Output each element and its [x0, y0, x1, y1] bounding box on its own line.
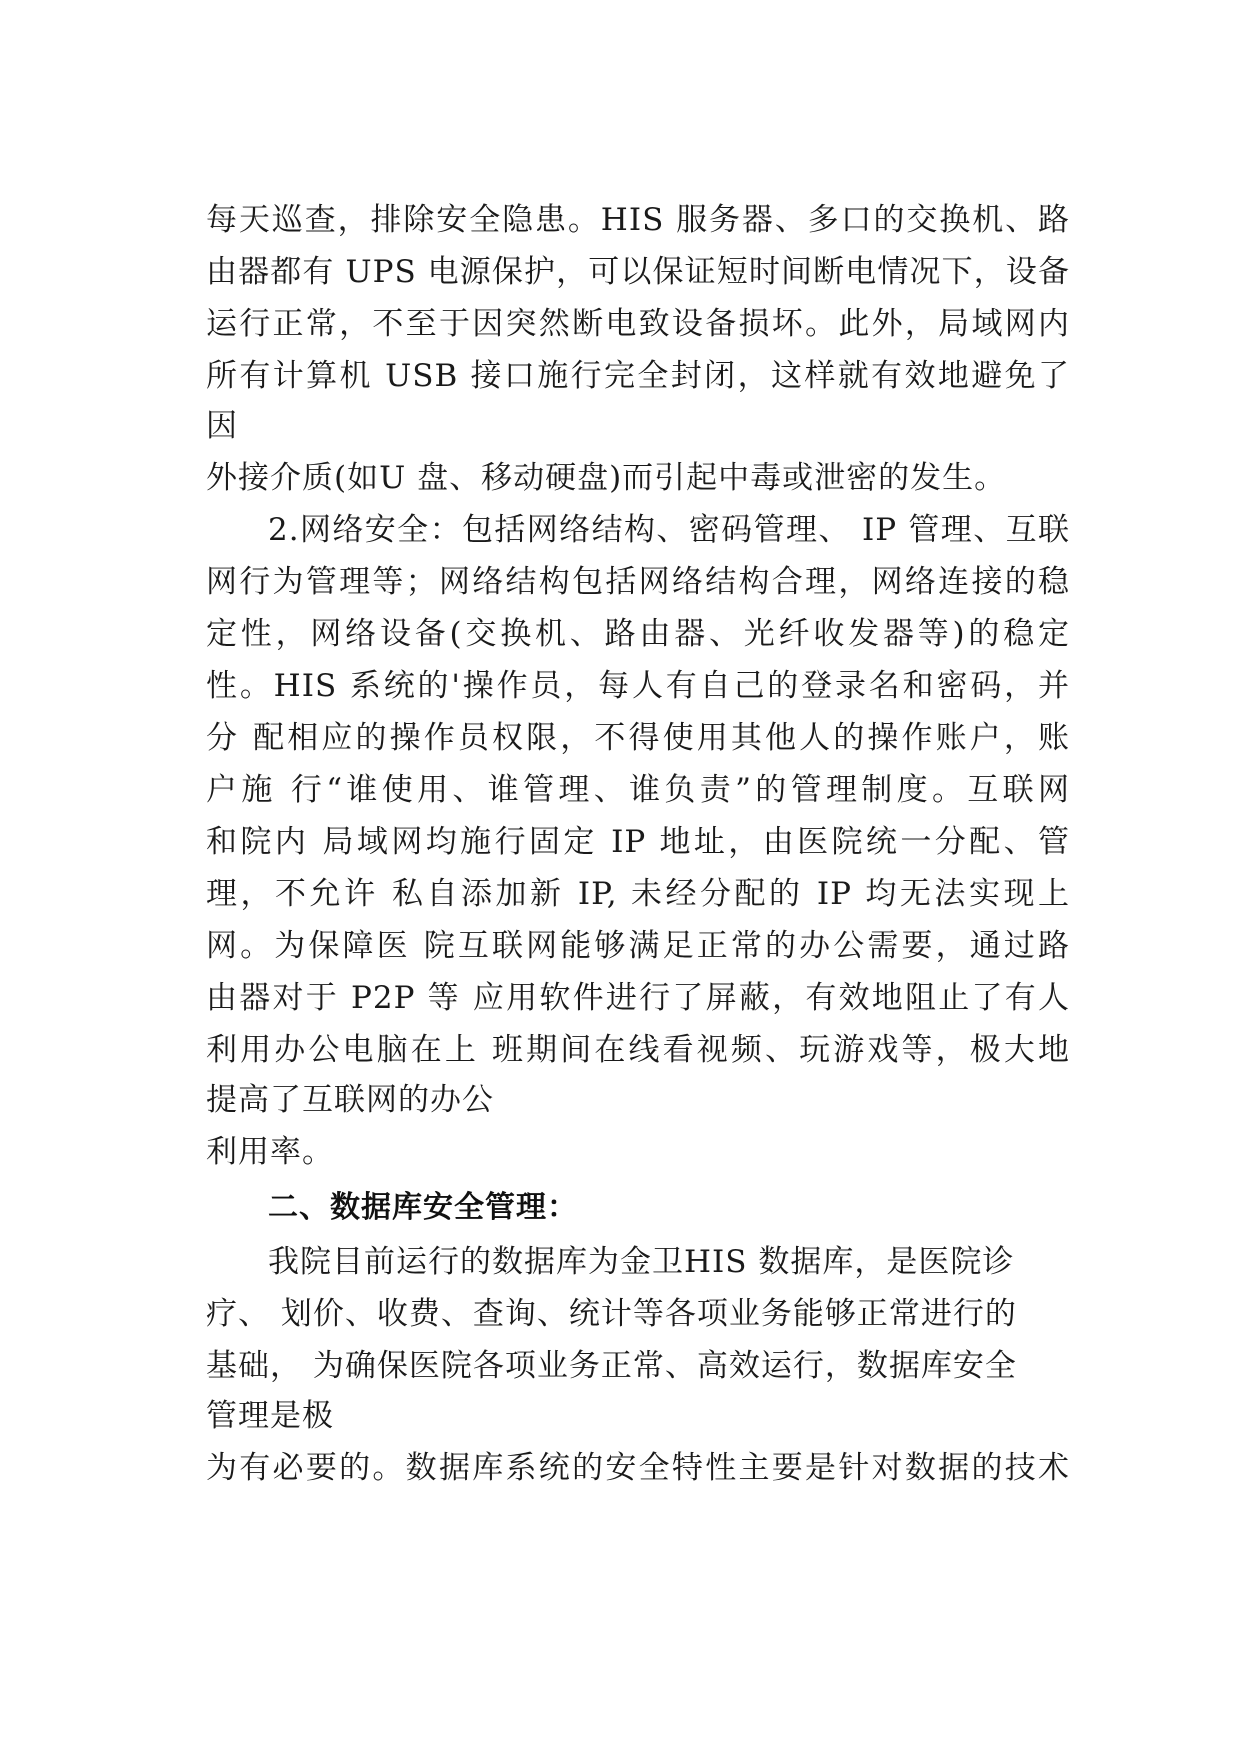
- paragraph-line: 户施 行“谁使用、谁管理、谁负责”的管理制度。互联网: [206, 772, 1070, 808]
- paragraph-line: 由器都有 UPS 电源保护，可以保证短时间断电情况下，设备: [206, 254, 1070, 290]
- paragraph-line: 利用办公电脑在上 班期间在线看视频、玩游戏等，极大地: [206, 1032, 1070, 1068]
- paragraph-line: 疗、 划价、收费、查询、统计等各项业务能够正常进行的: [206, 1296, 1017, 1332]
- paragraph-line: 运行正常，不至于因突然断电致设备损坏。此外，局域网内: [206, 306, 1070, 342]
- paragraph-line: 网。为保障医 院互联网能够满足正常的办公需要，通过路: [206, 928, 1070, 964]
- paragraph-line: 管理是极: [206, 1398, 334, 1434]
- paragraph-line: 外接介质(如U 盘、移动硬盘)而引起中毒或泄密的发生。: [206, 460, 1007, 496]
- paragraph-line: 利用率。: [206, 1134, 334, 1170]
- paragraph-line: 性。HIS 系统的'操作员，每人有自己的登录名和密码，并: [206, 668, 1070, 704]
- paragraph-line: 理，不允许 私自添加新 IP, 未经分配的 IP 均无法实现上: [206, 876, 1070, 912]
- paragraph-line: 和院内 局域网均施行固定 IP 地址，由医院统一分配、管: [206, 824, 1070, 860]
- paragraph-line: 分 配相应的操作员权限，不得使用其他人的操作账户，账: [206, 720, 1070, 756]
- paragraph-line: 2.网络安全：包括网络结构、密码管理、 IP 管理、互联: [268, 512, 1070, 548]
- paragraph-line: 由器对于 P2P 等 应用软件进行了屏蔽，有效地阻止了有人: [206, 980, 1070, 1016]
- paragraph-line: 网行为管理等；网络结构包括网络结构合理，网络连接的稳: [206, 564, 1070, 600]
- paragraph-line: 基础， 为确保医院各项业务正常、高效运行，数据库安全: [206, 1348, 1017, 1384]
- paragraph-line: 提高了互联网的办公: [206, 1082, 494, 1118]
- paragraph-line: 我院目前运行的数据库为金卫HIS 数据库，是医院诊: [268, 1244, 1015, 1280]
- paragraph-line: 定性，网络设备(交换机、路由器、光纤收发器等)的稳定: [206, 616, 1070, 652]
- paragraph-line: 因: [206, 408, 238, 444]
- paragraph-line: 所有计算机 USB 接口施行完全封闭，这样就有效地避免了: [206, 358, 1070, 394]
- paragraph-line: 每天巡查，排除安全隐患。HIS 服务器、多口的交换机、路: [206, 202, 1070, 238]
- paragraph-line: 为有必要的。数据库系统的安全特性主要是针对数据的技术: [206, 1450, 1070, 1486]
- section-heading: 二、数据库安全管理：: [268, 1190, 578, 1225]
